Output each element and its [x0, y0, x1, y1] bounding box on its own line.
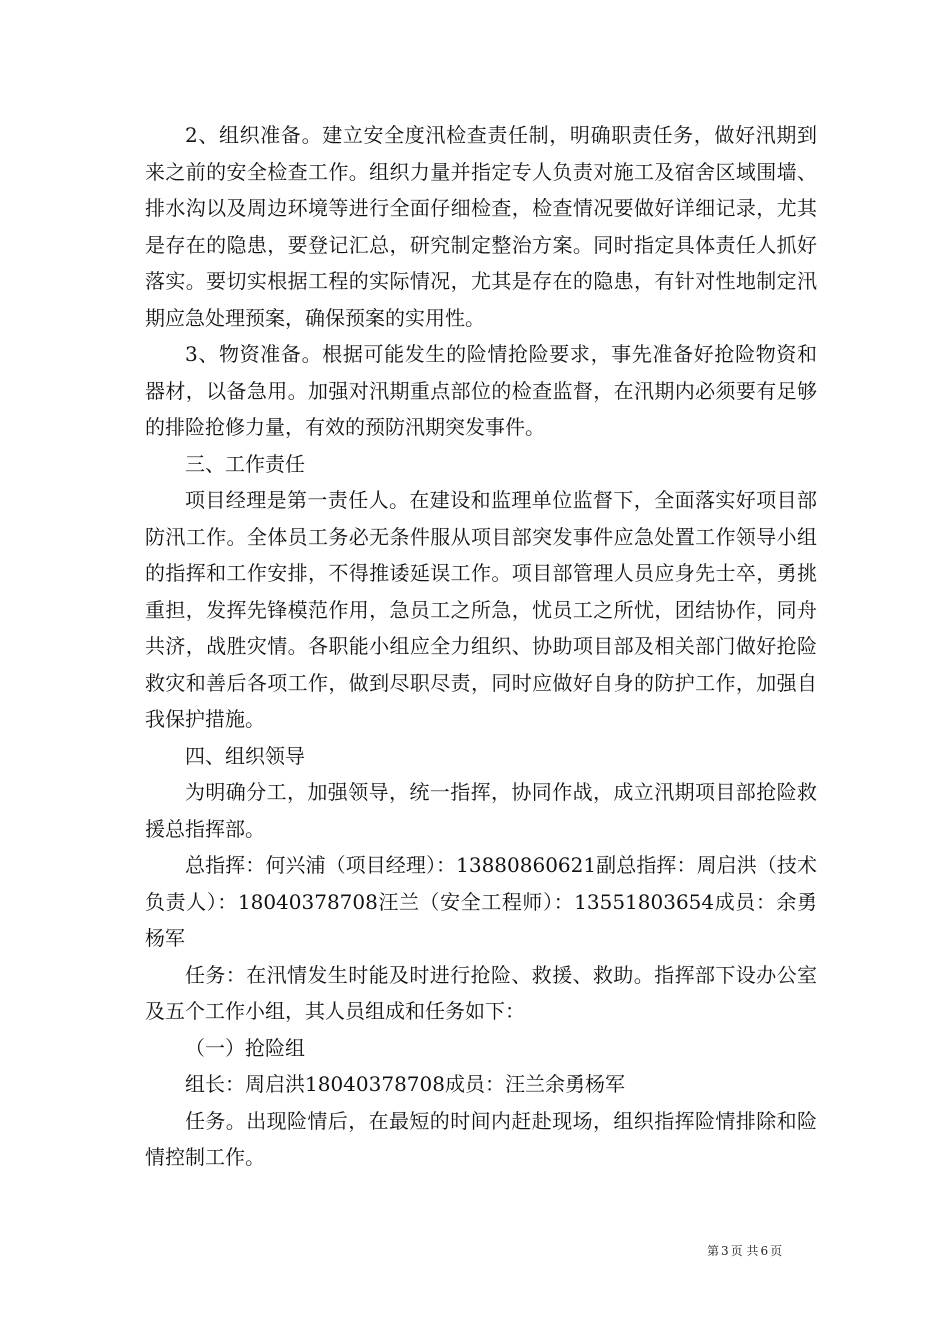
- paragraph-organization-prep: 2、组织准备。建立安全度汛检查责任制，明确职责任务，做好汛期到来之前的安全检查工作。组织力量并指定专人负责对施工及宿舍区域围墙、排水沟以及周边环境等进行全面仔细检查，检查情况要做好详细记录，尤其是存在的隐患，要登记汇总，研究制定整治方案。同时指定具体责任人抓好落实。要切实根据工程的实际情况，尤其是存在的隐患，有针对性地制定汛期应急处理预案，确保预案的实用性。: [145, 123, 817, 330]
- paragraph-commander-list: 总指挥：何兴浦（项目经理）：13880860621副总指挥：周启洪（技术负责人）：18040378708汪兰（安全工程师）：13551803654成员：余勇杨军: [145, 853, 817, 950]
- footer-page-number: 3: [721, 1244, 729, 1258]
- footer-middle: 页 共: [730, 1244, 759, 1258]
- page-footer: [707, 1243, 782, 1259]
- paragraph-rescue-tasks: 任务。出现险情后，在最短的时间内赶赴现场，组织指挥险情排除和险情控制工作。: [145, 1108, 817, 1169]
- footer-suffix: 页: [770, 1244, 783, 1258]
- paragraph-group-leader: 组长：周启洪18040378708成员：汪兰余勇杨军: [185, 1072, 625, 1096]
- document-body: [145, 117, 817, 1176]
- heading-work-responsibility: 三、工作责任: [185, 451, 305, 476]
- paragraph-material-prep: 3、物资准备。根据可能发生的险情抢险要求，事先准备好抢险物资和器材，以备急用。加强对汛期重点部位的检查监督，在汛期内必须要有足够的排险抢修力量，有效的预防汛期突发事件。: [145, 342, 817, 439]
- paragraph-headquarters: 为明确分工，加强领导，统一指挥，协同作战，成立汛期项目部抢险救援总指挥部。: [145, 780, 817, 841]
- paragraph-project-manager: 项目经理是第一责任人。在建设和监理单位监督下，全面落实好项目部防汛工作。全体员工务必无条件服从项目部突发事件应急处置工作领导小组的指挥和工作安排，不得推诿延误工作。项目部管理人员应身先士卒，勇挑重担，发挥先锋模范作用，急员工之所急，忧员工之所忧，团结协作，同舟共济，战胜灾情。各职能小组应全力组织、协助项目部及相关部门做好抢险救灾和善后各项工作，做到尽职尽责，同时应做好自身的防护工作，加强自我保护措施。: [145, 488, 817, 731]
- paragraph-headquarters-tasks: 任务：在汛情发生时能及时进行抢险、救援、救助。指挥部下设办公室及五个工作小组，其人员组成和任务如下：: [145, 962, 817, 1023]
- footer-prefix: 第: [707, 1244, 720, 1258]
- footer-total-pages: 6: [760, 1244, 769, 1258]
- heading-rescue-group: （一）抢险组: [185, 1035, 305, 1060]
- heading-organization-leadership: 四、组织领导: [185, 743, 305, 768]
